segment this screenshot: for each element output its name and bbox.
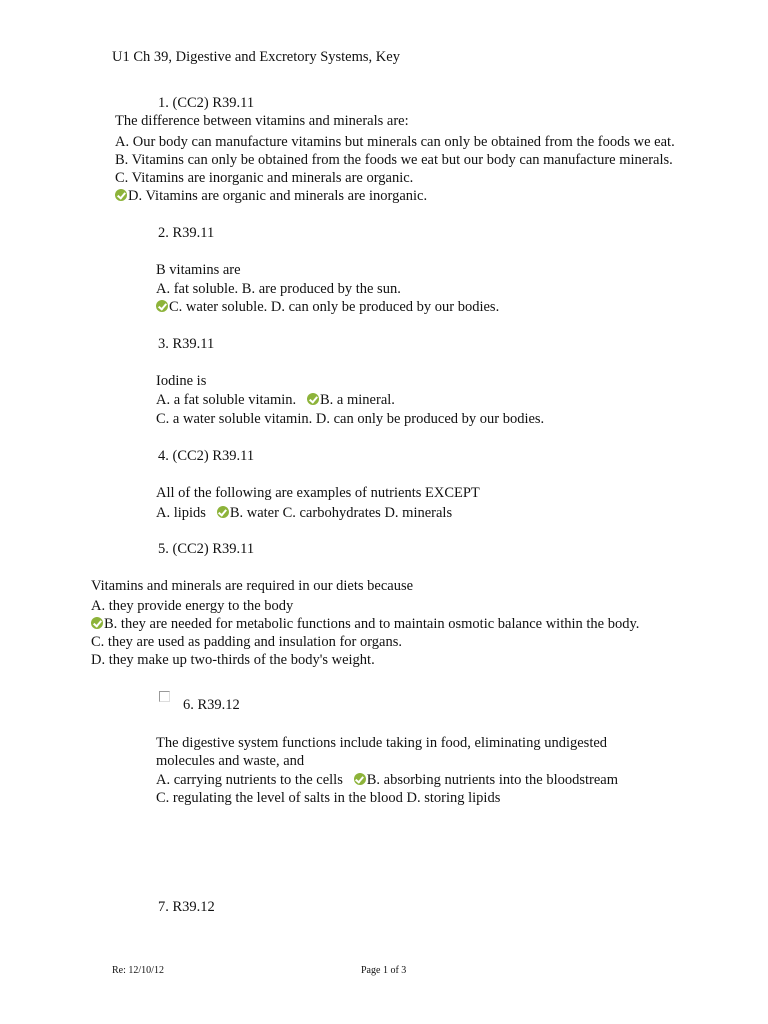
question-1-option-a: A. Our body can manufacture vitamins but minerals can only be obtained from the foods we eat. xyxy=(115,134,675,150)
footer-revision: Re: 12/10/12 xyxy=(112,965,164,976)
question-5-header: 5. (CC2) R39.11 xyxy=(158,541,255,557)
question-5-option-d: D. they make up two-thirds of the body's weight. xyxy=(91,652,375,668)
checkbox-icon xyxy=(159,691,170,702)
question-3-option-a: A. a fat soluble vitamin. xyxy=(156,392,297,408)
question-1-option-b: B. Vitamins can only be obtained from the foods we eat but our body can manufacture minerals. xyxy=(115,152,673,168)
question-1-header: 1. (CC2) R39.11 xyxy=(158,95,255,111)
question-6-option-a: A. carrying nutrients to the cells xyxy=(156,772,343,788)
footer-page-number: Page 1 of 3 xyxy=(361,965,407,976)
question-3-options-cd: C. a water soluble vitamin. D. can only be produced by our bodies. xyxy=(156,411,545,427)
question-4-header: 4. (CC2) R39.11 xyxy=(158,448,255,464)
question-5-option-a: A. they provide energy to the body xyxy=(91,598,294,614)
question-2-options-cd xyxy=(156,298,499,316)
question-6-options-ab xyxy=(156,771,618,789)
question-4-prompt: All of the following are examples of nutrients EXCEPT xyxy=(156,485,480,501)
question-6-prompt-line2: molecules and waste, and xyxy=(156,753,305,769)
question-2-header: 2. R39.11 xyxy=(158,225,215,241)
check-circle-icon xyxy=(307,393,319,405)
question-3-options-ab xyxy=(156,391,395,409)
check-circle-icon xyxy=(156,300,168,312)
question-7-header: 7. R39.12 xyxy=(158,899,215,915)
question-2-prompt: B vitamins are xyxy=(156,262,241,278)
question-4-options-bcd: B. water C. carbohydrates D. minerals xyxy=(229,505,453,521)
question-1-prompt: The difference between vitamins and minerals are: xyxy=(115,113,409,129)
check-circle-icon xyxy=(115,189,127,201)
question-3-prompt: Iodine is xyxy=(156,373,207,389)
question-1-option-d xyxy=(115,187,427,205)
question-4-option-a: A. lipids xyxy=(156,505,206,521)
question-3-option-b: B. a mineral. xyxy=(320,392,395,408)
question-2-options-cd-text: C. water soluble. D. can only be produced by our bodies. xyxy=(169,299,500,315)
question-5-option-b xyxy=(91,615,639,633)
question-4-options xyxy=(156,504,452,522)
document-title: U1 Ch 39, Digestive and Excretory Systems, Key xyxy=(112,49,400,65)
question-1-option-d-text: D. Vitamins are organic and minerals are inorganic. xyxy=(128,188,428,204)
question-6-header: 6. R39.12 xyxy=(183,697,240,713)
check-circle-icon xyxy=(91,617,103,629)
check-circle-icon xyxy=(217,506,229,518)
question-5-option-b-text: B. they are needed for metabolic functions and to maintain osmotic balance within the body. xyxy=(104,616,640,632)
question-5-option-c: C. they are used as padding and insulation for organs. xyxy=(91,634,403,650)
question-5-prompt: Vitamins and minerals are required in our diets because xyxy=(91,578,414,594)
check-circle-icon xyxy=(354,773,366,785)
question-6-options-cd: C. regulating the level of salts in the blood D. storing lipids xyxy=(156,790,501,806)
question-3-header: 3. R39.11 xyxy=(158,336,215,352)
question-6-prompt-line1: The digestive system functions include taking in food, eliminating undigested xyxy=(156,735,608,751)
question-6-option-b: B. absorbing nutrients into the bloodstream xyxy=(366,772,619,788)
question-2-options-ab: A. fat soluble. B. are produced by the sun. xyxy=(156,281,401,297)
question-1-option-c: C. Vitamins are inorganic and minerals are organic. xyxy=(115,170,414,186)
